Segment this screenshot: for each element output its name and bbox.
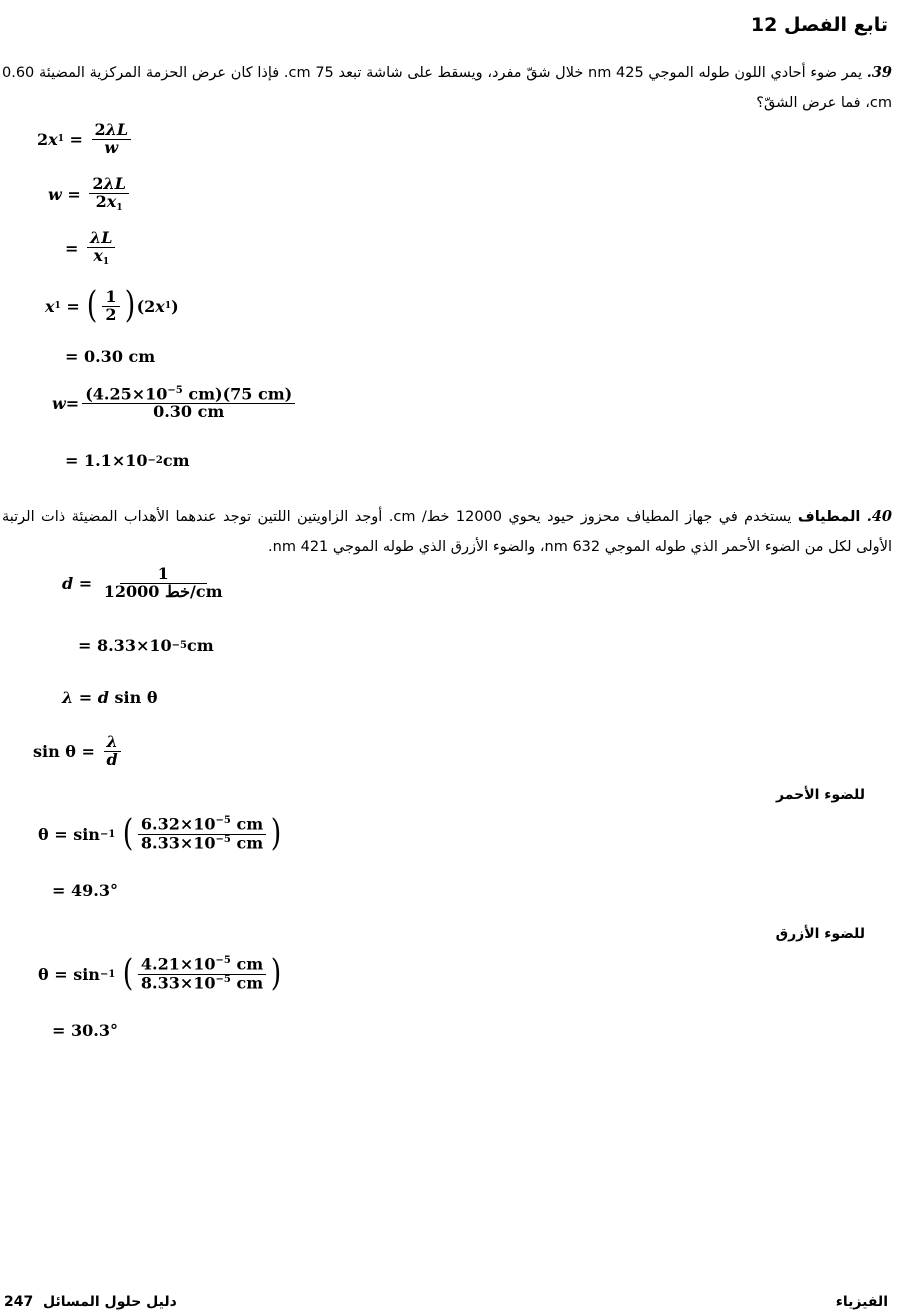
eq-w-1: w = $\frac{2\lambda L}{2x1}$	[48, 176, 132, 213]
eq-x1-value: = 0.30 cm	[65, 347, 156, 366]
eq-lambda: λ = d sin θ	[62, 688, 158, 707]
eq-2x1: 2 x 1 = $\frac{2\lambda L}{w}$	[37, 122, 134, 157]
eq-w-result: = 1.1×10 −2 cm	[65, 451, 190, 470]
eq-theta-red-result: = 49.3°	[52, 881, 118, 900]
eq-theta-blue: θ = sin −1 ( $\frac{4.21\times 10^{-5} cm}{8.33\times 10^{-5} cm}$ )	[38, 953, 282, 994]
problem-39-text: يمر ضوء أحادي اللون طوله الموجي 425 nm خلال شقّ مفرد، ويسقط على شاشة تبعد 75 cm. فإذا كان عرض الحزمة المركزية المضيئة 0.60 cm، فما عرض الشقّ؟	[2, 65, 892, 111]
blue-light-label: للضوء الأزرق	[775, 926, 865, 942]
eq-d: d = $\frac{1}{\text{12000 خط/cm}}$	[62, 564, 223, 601]
problem-40-keyword: المطياف	[797, 509, 861, 525]
eq-d-value: = 8.33×10 −5 cm	[78, 636, 214, 655]
eq-sin: sin θ = $\frac{\lambda}{d}$	[33, 734, 124, 769]
eq-w-numeric: w = $\frac{(4.25\times 10^{-5} cm)(75 cm)}{0.30 cm}$	[52, 386, 298, 421]
chapter-heading: تابع الفصل 12	[750, 14, 888, 36]
eq-theta-red: θ = sin −1 ( $\frac{6.32\times 10^{-5} cm}{8.33\times 10^{-5} cm}$ )	[38, 813, 282, 854]
footer-book-title: دليل حلول المسائل	[42, 1294, 177, 1310]
problem-39-number: 39.	[866, 64, 893, 81]
problem-39	[2, 58, 892, 118]
problem-40-text: يستخدم في جهاز المطياف محزوز حيود يحوي 12000 خط/ cm. أوجد الزاويتين اللتين توجد عندهما الأهداب المضيئة ذات الرتبة الأولى لكل من الضوء الأحمر الذي طوله الموجي 632 nm، والضوء الأزرق الذي طوله الموجي 421 nm.	[2, 509, 892, 555]
eq-w-2: = $\frac{\lambda L}{x1}$	[65, 230, 118, 267]
problem-40-number: 40.	[866, 508, 893, 525]
page-number: 247	[4, 1294, 34, 1310]
eq-x1: x 1 = ( $\frac{1}{2}$ ) (2 x 1 )	[45, 285, 179, 326]
problem-40	[2, 502, 892, 562]
footer-left	[4, 1294, 177, 1310]
red-light-label: للضوء الأحمر	[776, 787, 865, 803]
footer-subject: الفيزياء	[835, 1294, 888, 1310]
eq-theta-blue-result: = 30.3°	[52, 1021, 118, 1040]
